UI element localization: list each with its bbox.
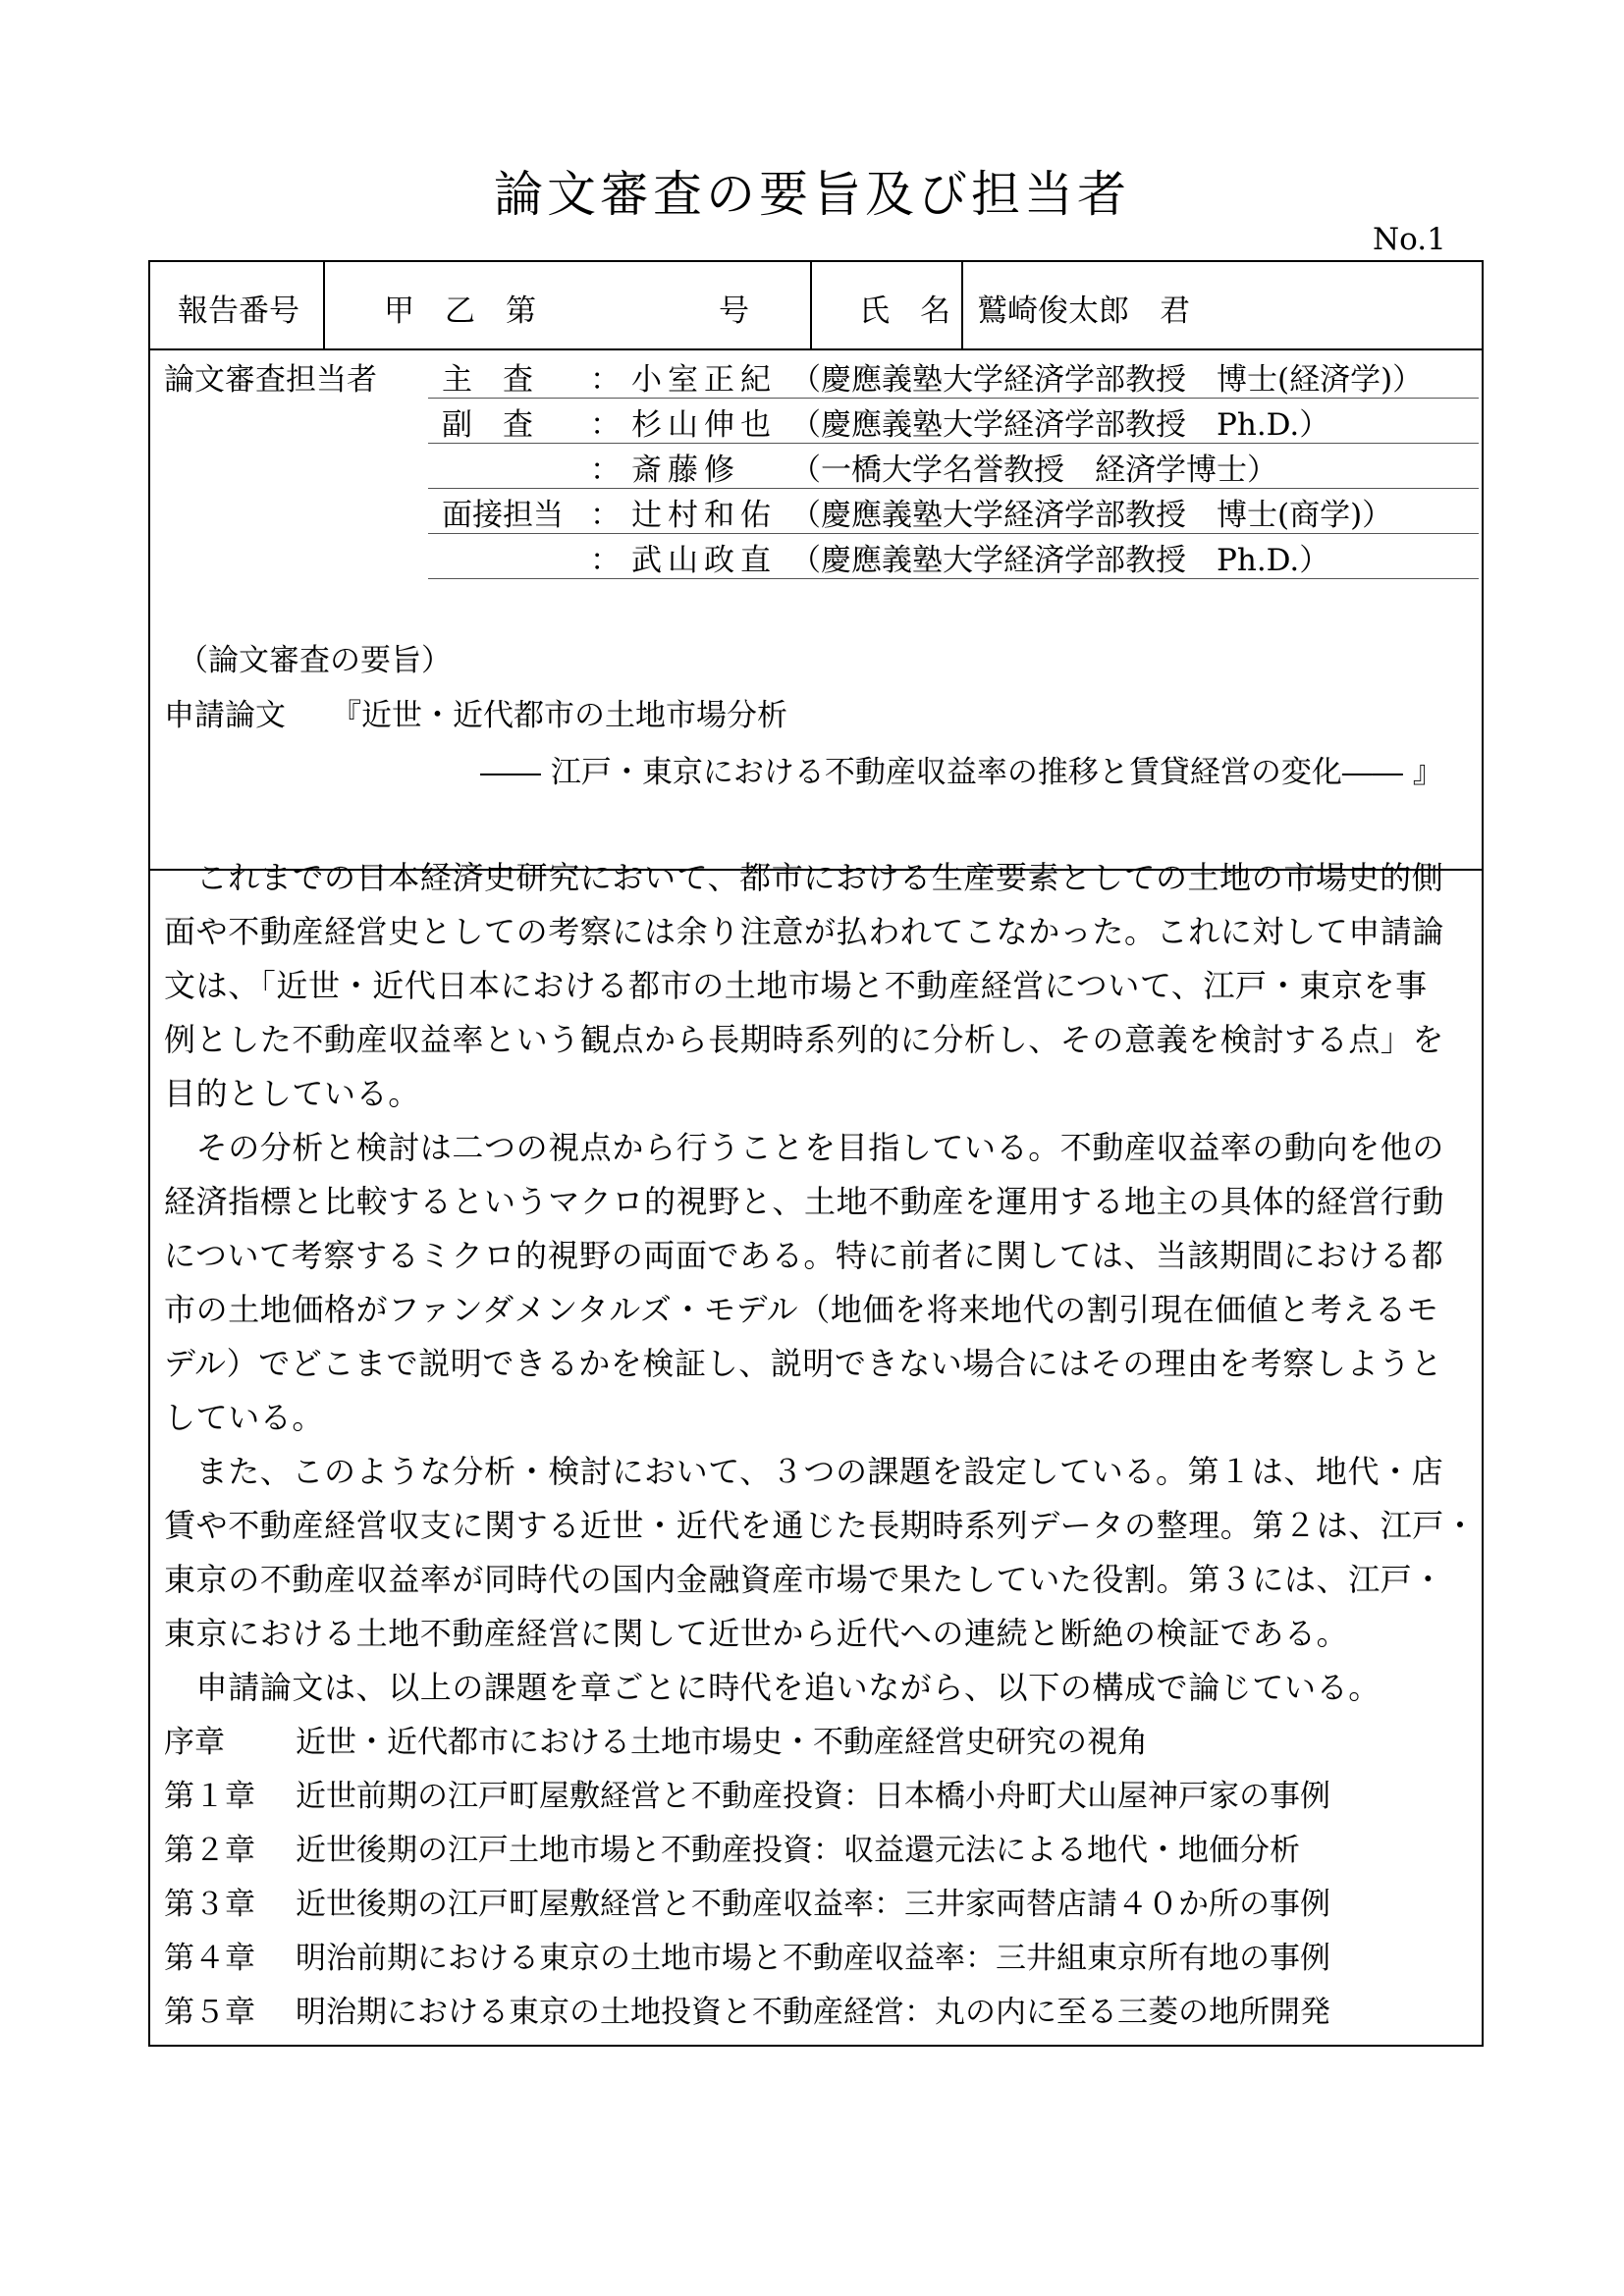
chapter-text: 近世後期の江戸町屋敷経営と不動産収益率：三井家両替店請４０か所の事例 bbox=[296, 1887, 1330, 1922]
review-form bbox=[148, 260, 1484, 2047]
divider bbox=[961, 262, 963, 348]
paragraph-line: 面や不動産経営史としての考察には余り注意が払われてこなかった。これに対して申請論 bbox=[164, 913, 1445, 950]
header-row bbox=[150, 262, 1482, 350]
reviewer-name: 辻村和佑 bbox=[631, 498, 777, 533]
chapter-label: 第４章 bbox=[164, 1941, 255, 1976]
reviewers-section bbox=[150, 348, 1482, 871]
paragraph-line: 申請論文は、以上の課題を章ごとに時代を追いながら、以下の構成で論じている。 bbox=[164, 1669, 1380, 1706]
divider bbox=[810, 262, 812, 348]
paragraph-line: 市の土地価格がファンダメンタルズ・モデル（地価を将来地代の割引現在価値と考えるモ bbox=[164, 1291, 1439, 1328]
reviewer-name: 小室正紀 bbox=[631, 362, 777, 398]
reviewer-colon: ： bbox=[590, 498, 621, 533]
reviewer-colon: ： bbox=[590, 362, 621, 398]
reviewer-role: 副 査 bbox=[442, 407, 533, 443]
reviewers-label: 論文審査担当者 bbox=[164, 362, 377, 398]
row-rule bbox=[428, 443, 1479, 444]
reviewer-colon: ： bbox=[590, 407, 621, 443]
reviewer-affiliation: （慶應義塾大学経済学部教授 Ph.D.） bbox=[790, 407, 1330, 443]
thesis-title: 『近世・近代都市の土地市場分析 bbox=[331, 698, 787, 733]
paragraph-line: している。 bbox=[164, 1399, 325, 1436]
row-rule bbox=[428, 533, 1479, 534]
thesis-subtitle: ―― 江戸・東京における不動産収益率の推移と賃貸経営の変化―― 』 bbox=[480, 755, 1443, 790]
report-number-value: 甲 乙 第 号 bbox=[384, 294, 749, 329]
reviewer-affiliation: （一橋大学名誉教授 経済学博士） bbox=[790, 453, 1277, 488]
paragraph-line: 経済指標と比較するというマクロ的視野と、土地不動産を運用する地主の具体的経営行動 bbox=[164, 1183, 1445, 1220]
reviewer-colon: ： bbox=[590, 453, 621, 488]
reviewer-affiliation: （慶應義塾大学経済学部教授 博士(商学)） bbox=[790, 498, 1393, 533]
chapter-text: 近世後期の江戸土地市場と不動産投資：収益還元法による地代・地価分析 bbox=[296, 1833, 1300, 1868]
reviewer-affiliation: （慶應義塾大学経済学部教授 博士(経済学)） bbox=[790, 362, 1424, 398]
chapter-label: 第１章 bbox=[164, 1779, 255, 1814]
paragraph-line: また、このような分析・検討において、３つの課題を設定している。第１は、地代・店 bbox=[164, 1453, 1444, 1490]
paragraph-line: デル）でどこまで説明できるかを検証し、説明できない場合にはその理由を考察しようと bbox=[164, 1345, 1443, 1382]
thesis-label: 申請論文 bbox=[164, 698, 286, 733]
chapter-text: 明治期における東京の土地投資と不動産経営：丸の内に至る三菱の地所開発 bbox=[296, 1995, 1330, 2030]
report-number-label: 報告番号 bbox=[178, 294, 299, 329]
reviewer-name: 杉山伸也 bbox=[631, 407, 777, 443]
candidate-name: 鷲崎俊太郎 君 bbox=[977, 294, 1190, 329]
paragraph-line: 目的としている。 bbox=[164, 1075, 420, 1112]
reviewer-role: 主 査 bbox=[442, 362, 533, 398]
chapter-label: 第５章 bbox=[164, 1995, 255, 2030]
chapter-text: 近世前期の江戸町屋敷経営と不動産投資：日本橋小舟町犬山屋神戸家の事例 bbox=[296, 1779, 1330, 1814]
paragraph-line: について考察するミクロ的視野の両面である。特に前者に関しては、当該期間における都 bbox=[164, 1237, 1444, 1274]
paragraph-line: 賃や不動産経営収支に関する近世・近代を通じた長期時系列データの整理。第２は、江戸・ bbox=[164, 1507, 1477, 1544]
chapter-text: 明治前期における東京の土地市場と不動産収益率：三井組東京所有地の事例 bbox=[296, 1941, 1330, 1976]
paragraph-line: 東京の不動産収益率が同時代の国内金融資産市場で果たしていた役割。第３には、江戸・ bbox=[164, 1561, 1445, 1598]
reviewer-affiliation: （慶應義塾大学経済学部教授 Ph.D.） bbox=[790, 543, 1330, 578]
row-rule bbox=[428, 488, 1479, 489]
paragraph-line: その分析と検討は二つの視点から行うことを目指している。不動産収益率の動向を他の bbox=[164, 1129, 1445, 1166]
row-rule bbox=[428, 398, 1479, 399]
page-number: No.1 bbox=[1373, 222, 1446, 257]
chapter-label: 第３章 bbox=[164, 1887, 255, 1922]
chapter-label: 第２章 bbox=[164, 1833, 255, 1868]
row-rule bbox=[428, 578, 1479, 579]
name-label: 氏 名 bbox=[859, 294, 950, 329]
chapter-text: 近世・近代都市における土地市場史・不動産経営史研究の視角 bbox=[296, 1725, 1148, 1760]
paragraph-line: これまでの日本経済史研究において、都市における生産要素としての土地の市場史的側 bbox=[164, 859, 1444, 896]
paragraph-line: 文は、「近世・近代日本における都市の土地市場と不動産経営について、江戸・東京を事 bbox=[164, 967, 1428, 1004]
divider bbox=[323, 262, 325, 348]
document-title: 論文審査の要旨及び担当者 bbox=[494, 166, 1130, 223]
chapter-label: 序章 bbox=[164, 1725, 225, 1760]
summary-heading: （論文審査の要旨） bbox=[178, 643, 452, 678]
paragraph-line: 東京における土地不動産経営に関して近世から近代への連続と断絶の検証である。 bbox=[164, 1615, 1349, 1652]
paragraph-line: 例とした不動産収益率という観点から長期時系列的に分析し、その意義を検討する点」を bbox=[164, 1021, 1445, 1058]
reviewer-role: 面接担当 bbox=[442, 498, 564, 533]
reviewer-name: 斎藤修 bbox=[631, 453, 740, 488]
reviewer-colon: ： bbox=[590, 543, 621, 578]
reviewer-name: 武山政直 bbox=[631, 543, 777, 578]
